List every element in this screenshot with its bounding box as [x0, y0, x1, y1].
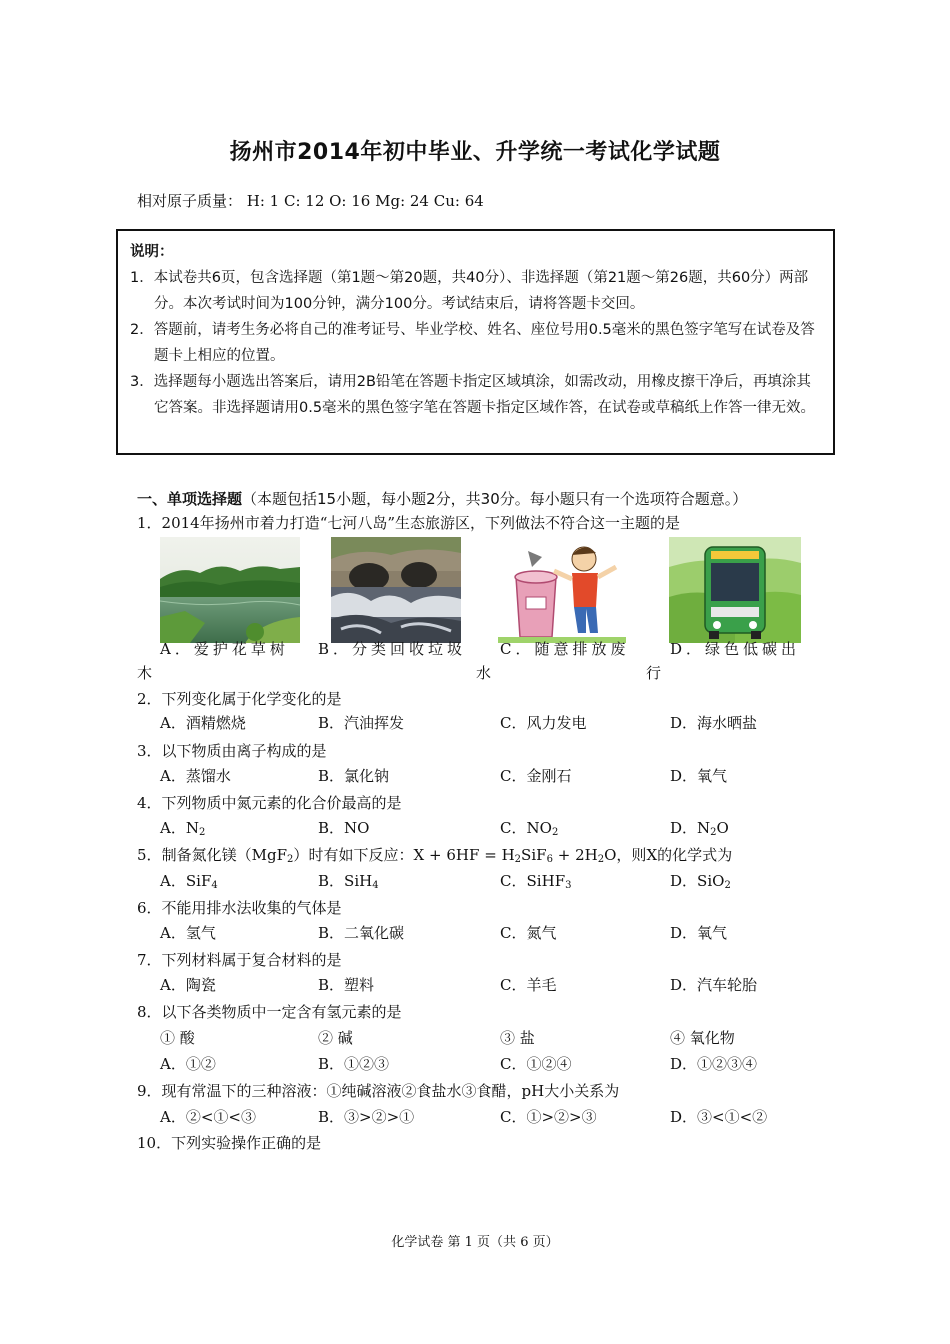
- option-d: D．①②③④: [670, 1055, 758, 1073]
- option-d: D．氧气: [670, 767, 728, 785]
- option-b: B．氯化钠: [318, 767, 390, 785]
- sub-option-2: ② 碱: [318, 1029, 353, 1047]
- section-heading: [137, 488, 747, 509]
- option-d: D．SiO$_2$: [670, 872, 731, 891]
- option-a: A．蒸馏水: [160, 767, 231, 785]
- sub-option-1: ① 酸: [160, 1029, 195, 1047]
- option-d: D．氧气: [670, 924, 728, 942]
- option-c: C．金刚石: [500, 767, 572, 785]
- instruction-item: 2．答题前，请考生务必将自己的准考证号、毕业学校、姓名、座位号用0.5毫米的黑色签字笔写在试卷及答题卡上相应的位置。: [130, 322, 815, 364]
- option-b: B．塑料: [318, 976, 375, 994]
- option-b: B．SiH$_4$: [318, 872, 379, 891]
- option-c: C．羊毛: [500, 976, 557, 994]
- q1-option-d: D．绿色低碳出: [670, 640, 801, 658]
- option-d: D．汽车轮胎: [670, 976, 758, 994]
- option-c: C．$NO_2$: [500, 819, 559, 838]
- option-a: A．酒精燃烧: [160, 714, 246, 732]
- option-d: D．$N_2O$: [670, 819, 729, 838]
- option-b: B．①②③: [318, 1055, 390, 1073]
- option-c: C．①>②>③: [500, 1108, 597, 1126]
- question-stem: 7．下列材料属于复合材料的是: [137, 951, 342, 969]
- q1-option-c: C．随意排放废: [500, 640, 630, 658]
- trash-sorting-cartoon-image: [498, 537, 626, 643]
- lake-park-image: [160, 537, 300, 643]
- option-c: C．风力发电: [500, 714, 587, 732]
- sub-option-4: ④ 氧化物: [670, 1029, 735, 1047]
- instructions-box: [116, 229, 835, 455]
- instruction-item: 3．选择题每小题选出答案后，请用2B铅笔在答题卡指定区域填涂，如需改动，用橡皮擦干净后，再填涂其它答案。非选择题请用0.5毫米的黑色签字笔在答题卡指定区域作答，在试卷或草稿纸上作答一律无效。: [130, 374, 816, 416]
- q1-option-a: A．爱护花草树: [160, 640, 289, 658]
- q1-option-a-wrap: 木: [137, 664, 153, 682]
- option-b: B．NO: [318, 819, 370, 837]
- option-b: B．二氧化碳: [318, 924, 405, 942]
- question-stem: 4．下列物质中氮元素的化合价最高的是: [137, 794, 402, 812]
- option-a: A．氢气: [160, 924, 216, 942]
- option-c: C．氮气: [500, 924, 557, 942]
- q1-option-b: B．分类回收垃圾: [318, 640, 467, 658]
- green-bus-image: [669, 537, 801, 643]
- question-stem: 8．以下各类物质中一定含有氢元素的是: [137, 1003, 402, 1021]
- option-a: A．①②: [160, 1055, 216, 1073]
- instruction-item: 1．本试卷共6页，包含选择题（第1题～第20题，共40分）、非选择题（第21题～第26题，共60分）两部分。本次考试时间为100分钟，满分100分。考试结束后，请将答题卡交回。: [130, 270, 809, 312]
- question-stem: 3．以下物质由离子构成的是: [137, 742, 327, 760]
- option-b: B．汽油挥发: [318, 714, 405, 732]
- section-desc: （本题包括15小题，每小题2分，共30分。每小题只有一个选项符合题意。）: [242, 490, 748, 508]
- section-label: 一、单项选择题: [137, 490, 243, 508]
- question-stem: 2．下列变化属于化学变化的是: [137, 690, 342, 708]
- option-a: A．SiF$_4$: [160, 872, 218, 891]
- option-a: A．陶瓷: [160, 976, 216, 994]
- option-b: B．③>②>①: [318, 1108, 415, 1126]
- page-footer: 化学试卷 第 1 页（共 6 页）: [391, 1235, 559, 1250]
- sub-option-3: ③ 盐: [500, 1029, 535, 1047]
- option-d: D．③<①<②: [670, 1108, 768, 1126]
- option-c: C．①②④: [500, 1055, 572, 1073]
- atomic-masses: 相对原子质量： H: 1 C: 12 O: 16 Mg: 24 Cu: 64: [137, 192, 484, 210]
- sewage-discharge-image: [331, 537, 461, 643]
- option-a: A．②<①<③: [160, 1108, 256, 1126]
- question-stem: 9．现有常温下的三种溶液：①纯碱溶液②食盐水③食醋，pH大小关系为: [137, 1082, 620, 1100]
- question-stem: 5．制备氮化镁（MgF$_2$）时有如下反应：$X + 6HF = H_2SiF_6 + 2H_2O$，则X的化学式为: [137, 846, 733, 865]
- option-a: A．$N_2$: [160, 819, 206, 838]
- option-d: D．海水晒盐: [670, 714, 758, 732]
- question-stem: 10．下列实验操作正确的是: [137, 1134, 322, 1152]
- question-1-stem: 1．2014年扬州市着力打造“七河八岛”生态旅游区，下列做法不符合这一主题的是: [137, 514, 681, 532]
- exam-title: 扬州市2014年初中毕业、升学统一考试化学试题: [229, 140, 721, 165]
- option-c: C．SiHF$_3$: [500, 872, 572, 891]
- q1-option-c-wrap: 水: [476, 664, 492, 682]
- instructions-heading: 说明：: [130, 244, 174, 260]
- q1-option-d-wrap: 行: [646, 664, 662, 682]
- question-stem: 6．不能用排水法收集的气体是: [137, 899, 342, 917]
